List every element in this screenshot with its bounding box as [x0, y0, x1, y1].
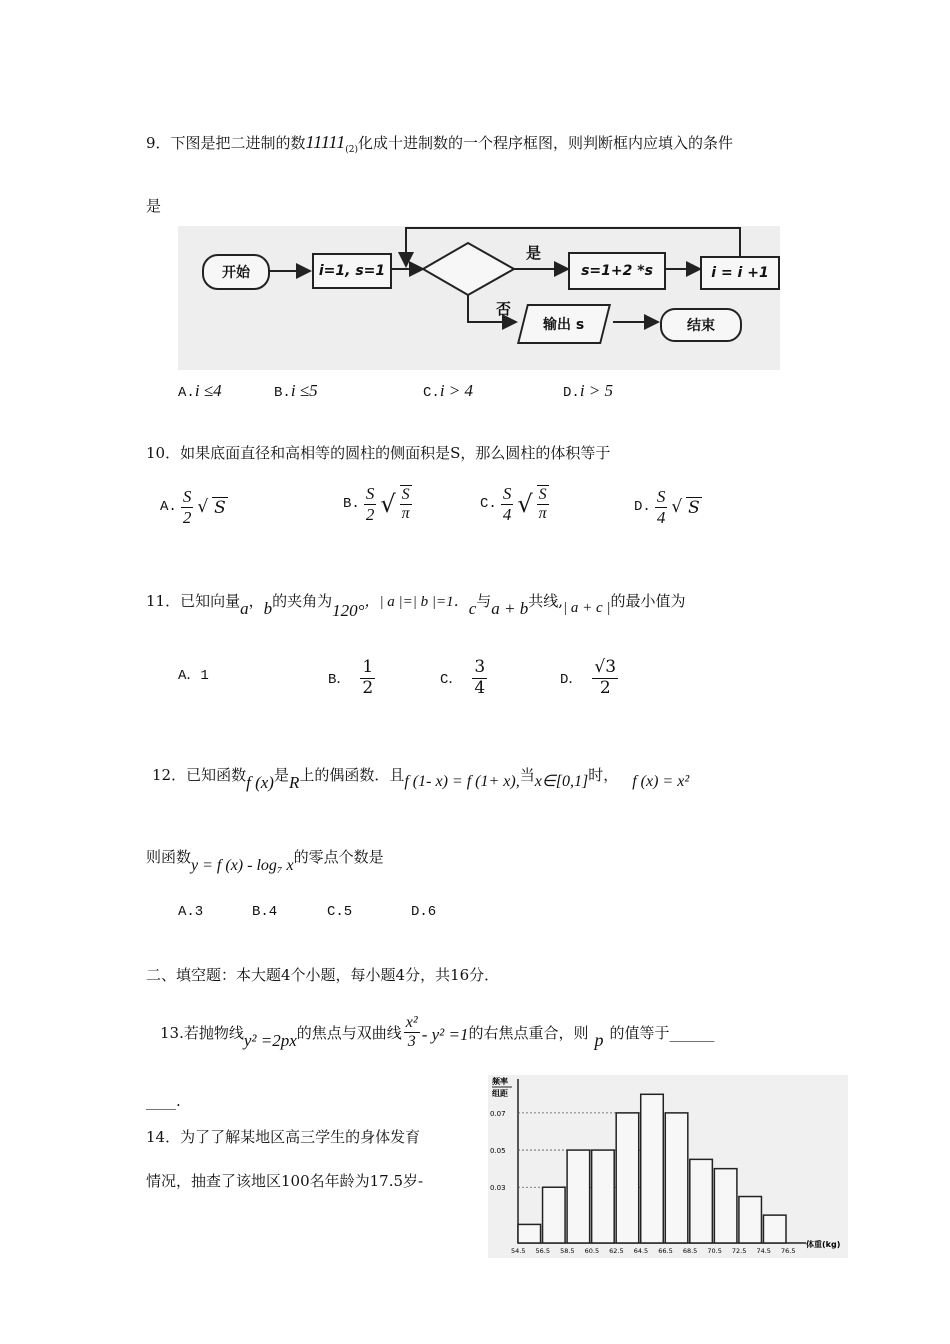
q9-option-c-expr: i > 4 [439, 381, 474, 400]
x-tick-label: 76.5 [781, 1247, 796, 1255]
q11-text-d: 共线, [528, 592, 564, 610]
flowchart [178, 226, 780, 370]
q9-option-d [563, 381, 613, 401]
update-i-node: i = i +1 [700, 256, 780, 290]
histogram-bar [739, 1197, 762, 1243]
histogram [488, 1075, 848, 1258]
q11-vec-b: b [263, 599, 273, 618]
frac-den: 2 [182, 507, 192, 527]
q12-option-a: A.3 [178, 904, 204, 920]
q11-option-c-label: C． [440, 672, 463, 689]
q11-option-b-label: B． [328, 672, 351, 689]
q12-stem-1 [152, 764, 690, 792]
q12-text-d: 当 [519, 766, 535, 784]
output-label: 输出 s [543, 317, 585, 333]
q9-option-c-label: C. [423, 385, 440, 401]
q9-option-c [423, 381, 473, 401]
y-tick-label: 0.07 [490, 1109, 506, 1118]
y-tick-label: 0.03 [490, 1184, 506, 1193]
q9-text-b: 化成十进制数的一个程序框图，则判断框内应填入的条件 [357, 134, 733, 152]
q11-text-b: 的夹角为 [272, 592, 333, 610]
frac-num: S [502, 484, 512, 503]
q13-text-a: 13.若抛物线 [160, 1024, 244, 1043]
histogram-bar [641, 1094, 664, 1243]
q9-binary-number: 11111 [305, 132, 346, 152]
sqrt-icon: √ [671, 497, 683, 518]
frac-den: 3 [407, 1033, 416, 1051]
frac-num: S [537, 486, 549, 505]
q11-option-d [560, 658, 618, 698]
q11-sep: ， [248, 592, 264, 610]
histogram-bar [543, 1187, 566, 1243]
q11-option-b [328, 658, 375, 698]
q11-vec-c: c [468, 599, 477, 618]
frac-den: 4 [502, 504, 512, 524]
q10-option-b [343, 484, 412, 524]
q10-option-b-root [400, 485, 412, 524]
q14-line-1: 14．为了了解某地区高三学生的身体发育 [146, 1128, 421, 1146]
frac-den: 2 [362, 677, 374, 698]
q10-option-a-frac [181, 487, 194, 527]
frac-num: 1 [362, 657, 374, 677]
q10-option-a-label: A. [160, 499, 177, 516]
frac-num: S [400, 486, 412, 505]
q10-option-d-label: D. [634, 499, 651, 516]
q11-text-e: 的最小值为 [610, 592, 686, 610]
q10-option-a [160, 487, 228, 527]
q11-option-a-label: A． [178, 668, 201, 684]
frac-num: √3 [594, 657, 617, 677]
q12-stem-2 [146, 846, 384, 874]
q11-option-b-frac [360, 658, 375, 698]
q11-option-c-frac [472, 658, 487, 698]
q13-text-c: 的右焦点重合，则 [468, 1024, 589, 1043]
q10-option-c [480, 484, 549, 524]
histogram-bar [665, 1113, 688, 1243]
q9-option-a-label: A. [178, 385, 195, 401]
q12-y: y = f (x) - log₇ x [191, 857, 294, 874]
q11-sum: a + b [491, 599, 529, 618]
q10-option-d-frac [655, 487, 668, 527]
y-axis-label-bottom: 组距 [492, 1089, 508, 1098]
section-heading: 二、填空题：本大题4个小题，每小题4分，共16分． [146, 966, 500, 984]
q13-hyp-rest: - y² =1 [421, 1024, 469, 1044]
frac-den: π [538, 505, 547, 523]
histogram-bar [690, 1159, 713, 1243]
q9-option-b-label: B. [274, 385, 291, 401]
frac-den: π [401, 505, 410, 523]
x-tick-label: 68.5 [682, 1247, 698, 1255]
q13-text-b: 的焦点与双曲线 [296, 1024, 402, 1043]
q9-option-a [178, 381, 222, 401]
q10-option-c-label: C. [480, 496, 497, 513]
q12-text-a: 12．已知函数 [152, 766, 247, 784]
q13-text-d: 的值等于______ [609, 1024, 715, 1043]
x-tick-label: 62.5 [609, 1247, 624, 1255]
q12-option-c: C.5 [327, 904, 353, 920]
end-node: 结束 [660, 308, 742, 342]
q11-option-a [178, 664, 209, 684]
x-tick-label: 58.5 [560, 1247, 575, 1255]
histogram-bar [518, 1224, 541, 1243]
q11-stem [146, 590, 686, 620]
q14-line-2: 情况，抽查了该地区100名年龄为17.5岁- [146, 1172, 424, 1190]
q12-domain: x∈[0,1] [534, 773, 589, 790]
q10-option-a-root: S [214, 497, 226, 518]
q12-text-e: 时， [588, 766, 619, 784]
q9-option-d-expr: i > 5 [579, 381, 614, 400]
init-node: i=1, s=1 [312, 253, 392, 289]
q9-text-a: 9．下图是把二进制的数 [146, 134, 306, 152]
x-tick-label: 56.5 [535, 1247, 551, 1255]
q10-option-b-frac [364, 484, 377, 524]
histogram-bar [567, 1150, 590, 1243]
q9-option-b [274, 381, 318, 401]
q10-option-d-root: S [688, 497, 700, 518]
x-tick-label: 70.5 [707, 1247, 722, 1255]
no-label: 否 [496, 300, 512, 318]
q12-text-g: 的零点个数是 [293, 848, 384, 866]
histogram-bar [616, 1113, 639, 1243]
q12-fx: f (x) [246, 773, 274, 792]
y-axis-label-top: 频率 [492, 1077, 508, 1086]
q11-cond: ，| a |=| b |=1． [364, 594, 469, 610]
sqrt-icon: √ [197, 497, 209, 518]
decision-diamond [423, 243, 514, 295]
q9-option-d-label: D. [563, 385, 580, 401]
q9-option-b-expr: i ≤5 [290, 381, 318, 400]
output-node [517, 304, 611, 344]
frac-num: S [656, 487, 666, 506]
q11-vec-a: a [240, 599, 249, 618]
frac-num: S [365, 484, 375, 503]
histogram-bar [714, 1169, 737, 1243]
q12-fx2: f (x) = x² [632, 773, 690, 790]
q13-tail: ____. [146, 1092, 181, 1110]
q10-option-c-root [537, 485, 549, 524]
q12-text-f: 则函数 [146, 848, 192, 866]
q13-hyp-frac [404, 1014, 420, 1052]
q11-abs: | a + c | [563, 600, 611, 616]
q10-option-d [634, 487, 702, 527]
frac-den: 4 [474, 677, 486, 698]
q10-option-c-frac [501, 484, 514, 524]
q11-text-c: 与 [476, 592, 492, 610]
q11-option-d-frac [592, 658, 618, 698]
update-s-node: s=1+2 *s [568, 252, 666, 290]
q12-text-c: 上的偶函数．且 [299, 766, 405, 784]
x-axis-label: 体重(kg) [806, 1240, 841, 1249]
x-tick-label: 54.5 [511, 1247, 526, 1255]
q11-option-d-label: D． [560, 672, 583, 689]
q11-option-a-value: 1 [200, 668, 209, 684]
flowchart-lines [178, 226, 780, 370]
frac-den: 2 [365, 504, 375, 524]
x-tick-label: 66.5 [658, 1247, 673, 1255]
sqrt-icon: √ [517, 490, 533, 519]
q9-stem [146, 132, 733, 155]
start-node: 开始 [202, 254, 270, 290]
x-tick-label: 72.5 [731, 1247, 747, 1255]
x-tick-label: 60.5 [584, 1247, 600, 1255]
frac-den: 4 [656, 507, 666, 527]
q13-stem [160, 1014, 715, 1052]
yes-label: 是 [526, 244, 542, 262]
x-tick-label: 64.5 [633, 1247, 649, 1255]
q9-base: (2) [345, 145, 358, 155]
y-tick-label: 0.05 [490, 1147, 506, 1156]
x-tick-label: 74.5 [756, 1247, 771, 1255]
q12-option-d: D.6 [411, 904, 437, 920]
histogram-bar [592, 1150, 615, 1243]
q9-option-a-expr: i ≤4 [194, 381, 222, 400]
q11-text-a: 11．已知向量 [146, 592, 241, 610]
frac-den: 2 [599, 677, 611, 698]
histogram-svg [488, 1075, 848, 1258]
q12-R: R [288, 773, 300, 792]
q10-stem: 10．如果底面直径和高相等的圆柱的侧面积是S，那么圆柱的体积等于 [146, 444, 611, 462]
frac-num: S [182, 487, 192, 506]
frac-num: x² [404, 1014, 420, 1033]
q11-option-c [440, 658, 487, 698]
frac-num: 3 [474, 657, 486, 677]
q10-option-b-label: B. [343, 496, 360, 513]
q12-option-b: B.4 [252, 904, 278, 920]
sqrt-icon: √ [380, 490, 396, 519]
q13-parabola: y² =2px [243, 1030, 297, 1050]
q12-eq: f (1- x) = f (1+ x), [404, 773, 520, 790]
histogram-bar [763, 1215, 786, 1243]
q9-text-c: 是 [146, 197, 162, 215]
q12-text-b: 是 [273, 766, 289, 784]
q13-p: p [594, 1030, 604, 1051]
q11-angle: 120° [332, 601, 365, 620]
